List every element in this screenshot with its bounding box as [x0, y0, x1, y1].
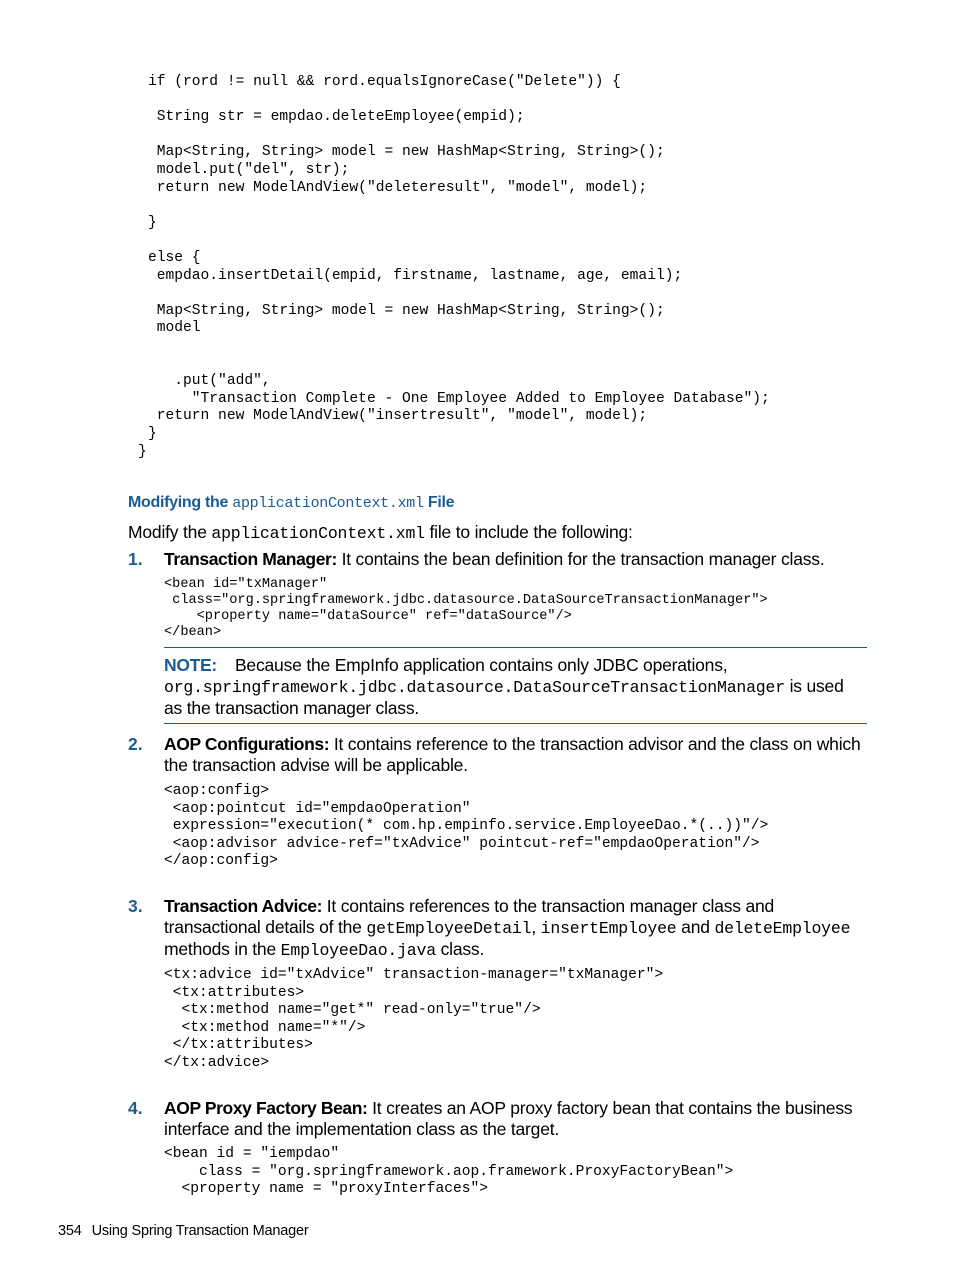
note-top-rule	[164, 647, 867, 648]
heading-suffix: File	[427, 494, 455, 511]
code-block-tx-advice: <tx:advice id="txAdvice" transaction-manager="txManager"> <tx:attributes> <tx:method name="get*" read-only="true"/> <tx:method name="*"/> </tx:attributes> </tx:advice>	[164, 967, 664, 1071]
item-description-3e: class.	[440, 939, 485, 959]
item-text-3	[164, 896, 864, 961]
intro-suffix: file to include the following:	[429, 522, 633, 542]
page-number: 354	[58, 1223, 82, 1239]
item-title-2: AOP Configurations:	[164, 734, 330, 754]
code-block-aop-config: <aop:config> <aop:pointcut id="empdaoOperation" expression="execution(* com.hp.empinfo.service.EmployeeDao.*(..))"/> <aop:advisor advice-ref="txAdvice" pointcut-ref="empdaoOperation"/> </aop:config>	[164, 783, 769, 870]
heading-prefix: Modifying the	[128, 494, 229, 511]
item-title-1: Transaction Manager:	[164, 549, 337, 569]
intro-filename: applicationContext.xml	[211, 524, 425, 543]
note-text-b: is used as the transaction manager class.	[164, 676, 844, 718]
class-employee-dao-java: EmployeeDao.java	[280, 941, 436, 960]
item-text-2	[164, 734, 864, 776]
item-description-3c: and	[681, 917, 710, 937]
code-block-closing-brace: }	[138, 444, 147, 460]
item-number-1: 1.	[128, 549, 143, 569]
method-get-employee-detail: getEmployeeDetail	[366, 919, 532, 938]
note-box	[164, 655, 864, 719]
item-number-2: 2.	[128, 734, 143, 754]
item-title-4: AOP Proxy Factory Bean:	[164, 1098, 368, 1118]
item-description-3b: ,	[531, 917, 536, 937]
method-delete-employee: deleteEmployee	[714, 919, 851, 938]
footer-title: Using Spring Transaction Manager	[91, 1223, 309, 1239]
item-description-1: It contains the bean definition for the transaction manager class.	[341, 549, 825, 569]
note-code: org.springframework.jdbc.datasource.DataSourceTransactionManager	[164, 678, 785, 697]
section-heading	[128, 494, 454, 512]
intro-prefix: Modify the	[128, 522, 207, 542]
heading-filename: applicationContext.xml	[232, 495, 424, 512]
method-insert-employee: insertEmployee	[540, 919, 677, 938]
item-title-3: Transaction Advice:	[164, 896, 323, 916]
code-block-tx-manager: <bean id="txManager" class="org.springframework.jdbc.datasource.DataSourceTransactionManager"> <property name="dataSource" ref="dataSource"/> </bean>	[164, 577, 768, 640]
page-footer	[58, 1223, 308, 1239]
note-text-a: Because the EmpInfo application contains only JDBC operations,	[234, 655, 728, 675]
code-block-java: if (rord != null && rord.equalsIgnoreCase("Delete")) { String str = empdao.deleteEmployee(empid); Map<String, String> model = new HashMap<String, String>(); model.put("del", str); return new ModelAndView("deleteresult", "model", model); } else { empdao.insertDetail(empid, firstname, lastname, age, email); Map<String, String> model = new HashMap<String, String>(); model .put("add", "Transaction Complete - One Employee Added to Employee Database"); return new ModelAndView("insertresult", "model", model); }	[148, 74, 770, 442]
note-label: NOTE:	[164, 655, 217, 675]
intro-paragraph	[128, 522, 633, 544]
item-description-3a: It contains references to the transaction manager class and transactional details of the	[164, 896, 775, 937]
item-text-4	[164, 1098, 864, 1140]
item-number-4: 4.	[128, 1098, 143, 1118]
item-description-3d: methods in the	[164, 939, 276, 959]
code-block-proxy-factory: <bean id = "iempdao" class = "org.springframework.aop.framework.ProxyFactoryBean"> <property name = "proxyInterfaces">	[164, 1146, 734, 1198]
item-text-1	[164, 549, 864, 570]
note-bottom-rule	[164, 723, 867, 724]
item-number-3: 3.	[128, 896, 143, 916]
item-description-2: It contains reference to the transaction advisor and the class on which the transaction advise will be applicable.	[164, 734, 861, 775]
item-description-4: It creates an AOP proxy factory bean that contains the business interface and the implementation class as the target.	[164, 1098, 853, 1139]
